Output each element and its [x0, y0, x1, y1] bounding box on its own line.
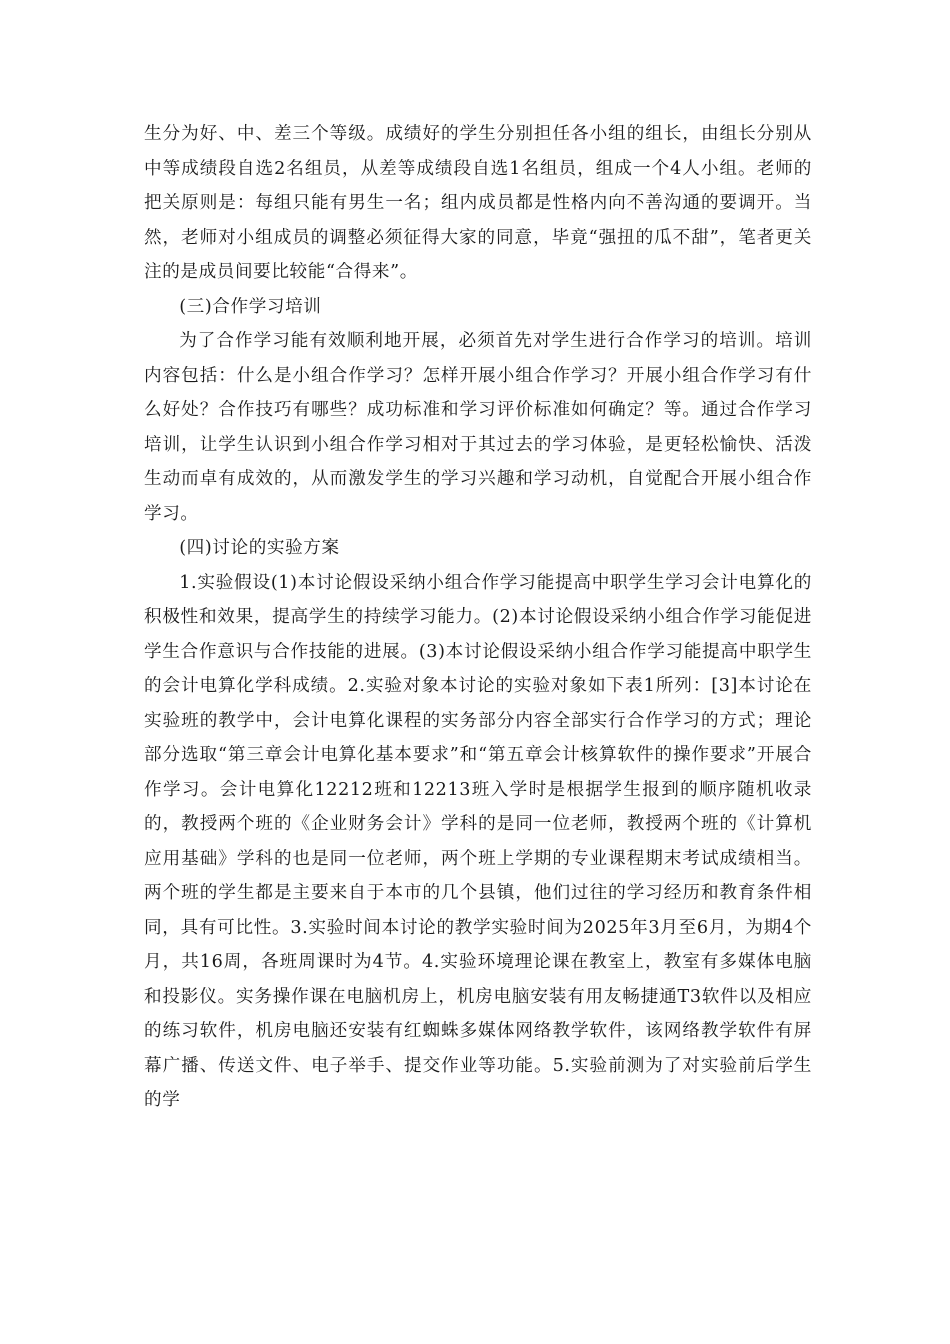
document-body — [144, 117, 812, 1118]
paragraph-training: 为了合作学习能有效顺利地开展，必须首先对学生进行合作学习的培训。培训内容包括：什么是小组合作学习？怎样开展小组合作学习？开展小组合作学习有什么好处？合作技巧有哪些？成功标准和学习评价标准如何确定？等。通过合作学习培训，让学生认识到小组合作学习相对于其过去的学习体验，是更轻松愉快、活泼生动而卓有成效的，从而激发学生的学习兴趣和学习动机，自觉配合开展小组合作学习。 — [144, 331, 812, 524]
paragraph-experiment-plan: 1.实验假设(1)本讨论假设采纳小组合作学习能提高中职学生学习会计电算化的积极性和效果，提高学生的持续学习能力。(2)本讨论假设采纳小组合作学习能促进学生合作意识与合作技能的进展。(3)本讨论假设采纳小组合作学习能提高中职学生的会计电算化学科成绩。2.实验对象本讨论的实验对象如下表1所列：[3]本讨论在实验班的教学中，会计电算化课程的实务部分内容全部实行合作学习的方式；理论部分选取“第三章会计电算化基本要求”和“第五章会计核算软件的操作要求”开展合作学习。会计电算化12212班和12213班入学时是根据学生报到的顺序随机收录的，教授两个班的《企业财务会计》学科的是同一位老师，教授两个班的《计算机应用基础》学科的也是同一位老师，两个班上学期的专业课程期末考试成绩相当。两个班的学生都是主要来自于本市的几个县镇，他们过往的学习经历和教育条件相同，具有可比性。3.实验时间本讨论的教学实验时间为2025年3月至6月，为期4个月，共16周，各班周课时为4节。4.实验环境理论课在教室上，教室有多媒体电脑和投影仪。实务操作课在电脑机房上，机房电脑安装有用友畅捷通T3软件以及相应的练习软件，机房电脑还安装有红蜘蛛多媒体网络教学软件，该网络教学软件有屏幕广播、传送文件、电子举手、提交作业等功能。5.实验前测为了对实验前后学生的学 — [144, 572, 812, 1110]
section-heading-training: (三)合作学习培训 — [179, 296, 322, 317]
paragraph-continuation: 生分为好、中、差三个等级。成绩好的学生分别担任各小组的组长，由组长分别从中等成绩段自选2名组员，从差等成绩段自选1名组员，组成一个4人小组。老师的把关原则是：每组只能有男生一名；组内成员都是性格内向不善沟通的要调开。当然，老师对小组成员的调整必须征得大家的同意，毕竟“强扭的瓜不甜”，笔者更关注的是成员间要比较能“合得来”。 — [144, 124, 812, 282]
section-heading-experiment-plan: (四)讨论的实验方案 — [179, 538, 340, 558]
